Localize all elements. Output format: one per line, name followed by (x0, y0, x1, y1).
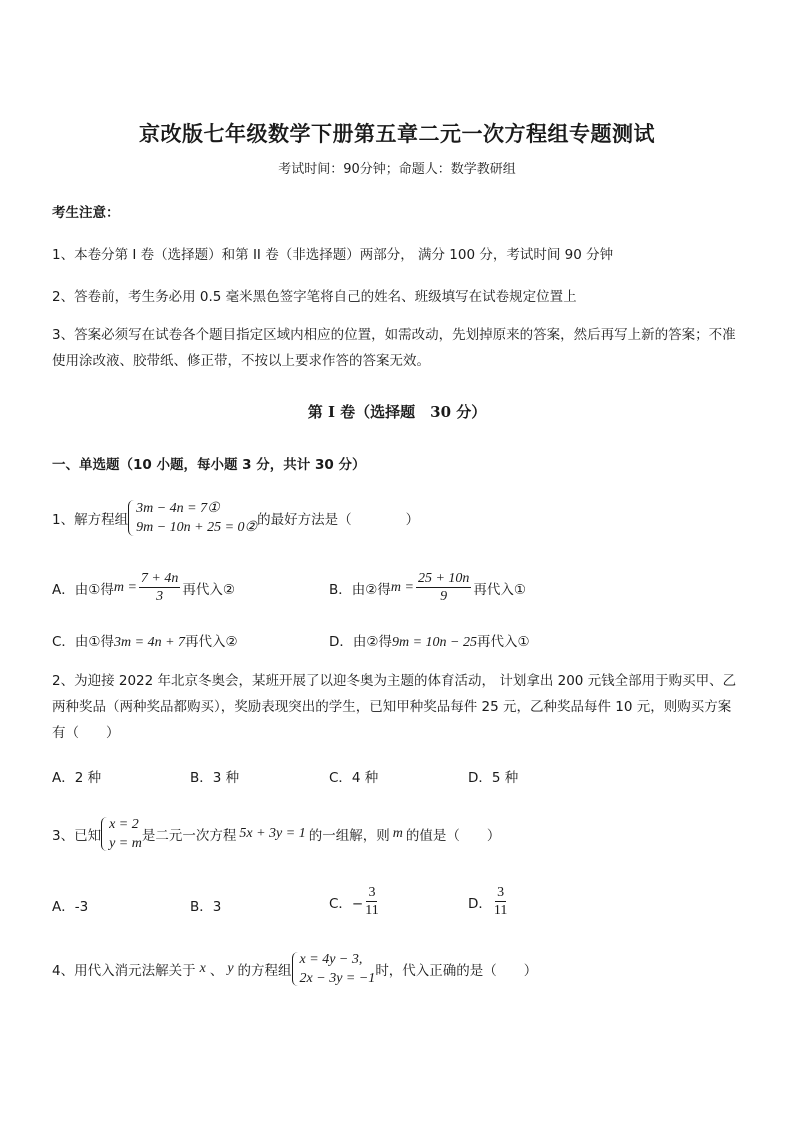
system-equation-1: x = 4y − 3, (299, 952, 363, 967)
option-1c[interactable] (52, 630, 238, 651)
option-1a[interactable] (52, 570, 235, 605)
question-1-prefix: 1、解方程组 (52, 512, 129, 528)
question-3-suffix-b: 的值是（ ） (405, 828, 501, 844)
denominator: 9 (440, 589, 448, 604)
option-1b[interactable] (329, 570, 526, 605)
option-3c[interactable] (329, 884, 381, 919)
question-3-middle: 是二元一次方程 (141, 828, 237, 844)
math-variable: y (227, 961, 234, 976)
notice-heading: 考生注意： (52, 205, 120, 221)
option-label: C．− (329, 895, 364, 912)
option-suffix: 再代入① (473, 581, 526, 598)
option-2d[interactable]: D．5 种 (468, 770, 519, 786)
option-label: A．由①得 (52, 581, 114, 598)
denominator: 11 (493, 903, 508, 918)
math-expression: 5x + 3y = 1 (239, 826, 306, 841)
numerator: 25 + 10n (417, 571, 470, 586)
question-4 (52, 950, 537, 988)
question-3-suffix: 的一组解，则 (308, 828, 390, 844)
brace-icon (292, 952, 298, 986)
question-4-middle: 的方程组 (237, 963, 292, 979)
notice-item-2: 2、答卷前，考生务必用 0.5 毫米黑色签字笔将自己的姓名、班级填写在试卷规定位置上 (52, 289, 577, 305)
denominator: 3 (156, 589, 164, 604)
math-expression: m = (113, 579, 137, 595)
question-3 (52, 815, 500, 853)
option-1d[interactable] (329, 630, 530, 651)
fraction (416, 570, 471, 605)
option-suffix: 再代入② (185, 634, 238, 650)
system-equation-2: 2x − 3y = −1 (299, 971, 376, 986)
numerator: 7 + 4n (140, 571, 179, 586)
brace-icon (128, 500, 134, 536)
option-label: D． (468, 895, 492, 912)
option-label: B．由②得 (329, 581, 391, 598)
option-label: C．由①得 (52, 634, 115, 650)
system-equation-1: x = 2 (109, 817, 139, 832)
option-label: D．由②得 (329, 634, 392, 650)
section-title: 第 I 卷（选择题 30 分） (307, 403, 487, 421)
separator: 、 (209, 963, 224, 979)
system-equation-2: y = m (109, 836, 142, 851)
question-1 (52, 499, 419, 537)
fraction (139, 570, 180, 605)
exam-subtitle: 考试时间：90分钟；命题人：数学教研组 (278, 162, 516, 177)
brace-icon (101, 817, 107, 851)
option-2c[interactable]: C．4 种 (329, 770, 379, 786)
equation-system (128, 499, 257, 537)
math-expression: 9m = 10n − 25 (392, 635, 478, 650)
math-variable: m (392, 826, 403, 841)
option-2b[interactable]: B．3 种 (190, 770, 240, 786)
math-expression: 3m = 4n + 7 (114, 635, 186, 650)
exam-title: 京改版七年级数学下册第五章二元一次方程组专题测试 (139, 121, 655, 146)
option-suffix: 再代入② (182, 581, 235, 598)
notice-item-1: 1、本卷分第 I 卷（选择题）和第 II 卷（非选择题）两部分， 满分 100 分，考试时间 90 分钟 (52, 247, 614, 263)
option-2a[interactable]: A．2 种 (52, 770, 102, 786)
option-3a[interactable]: A．-3 (52, 899, 89, 915)
question-4-suffix: 时，代入正确的是（ ） (375, 963, 538, 979)
system-equation-1: 3m − 4n = 7① (136, 501, 220, 516)
question-3-prefix: 3、已知 (52, 828, 102, 844)
notice-item-3: 3、答案必须写在试卷各个题目指定区域内相应的位置，如需改动，先划掉原来的答案，然后再写上新的答案；不准使用涂改液、胶带纸、修正带，不按以上要求作答的答案无效。 (52, 327, 736, 369)
option-3d[interactable] (468, 884, 509, 919)
system-equation-2: 9m − 10n + 25 = 0② (136, 520, 258, 535)
question-2-text: 2、为迎接 2022 年北京冬奥会，某班开展了以迎冬奥为主题的体育活动， 计划拿出 200 元钱全部用于购买甲、乙两种奖品（两种奖品都购买），奖励表现突出的学生，已知甲种奖品每件 25 元，乙种奖品每件 10 元，则购买方案有（ ） (52, 673, 737, 741)
fraction (494, 884, 507, 919)
numerator: 3 (497, 885, 505, 900)
math-expression: m = (390, 579, 414, 595)
fraction (365, 884, 378, 919)
question-1-suffix: 的最好方法是（ ） (257, 512, 420, 528)
math-variable: x (199, 961, 206, 976)
question-4-prefix: 4、用代入消元法解关于 (52, 963, 196, 979)
option-suffix: 再代入① (477, 634, 530, 650)
equation-system (101, 815, 142, 853)
part-heading: 一、单选题（10 小题，每小题 3 分，共计 30 分） (52, 457, 366, 473)
option-3b[interactable]: B．3 (190, 899, 222, 915)
numerator: 3 (368, 885, 376, 900)
equation-system (292, 950, 376, 988)
denominator: 11 (365, 903, 379, 918)
